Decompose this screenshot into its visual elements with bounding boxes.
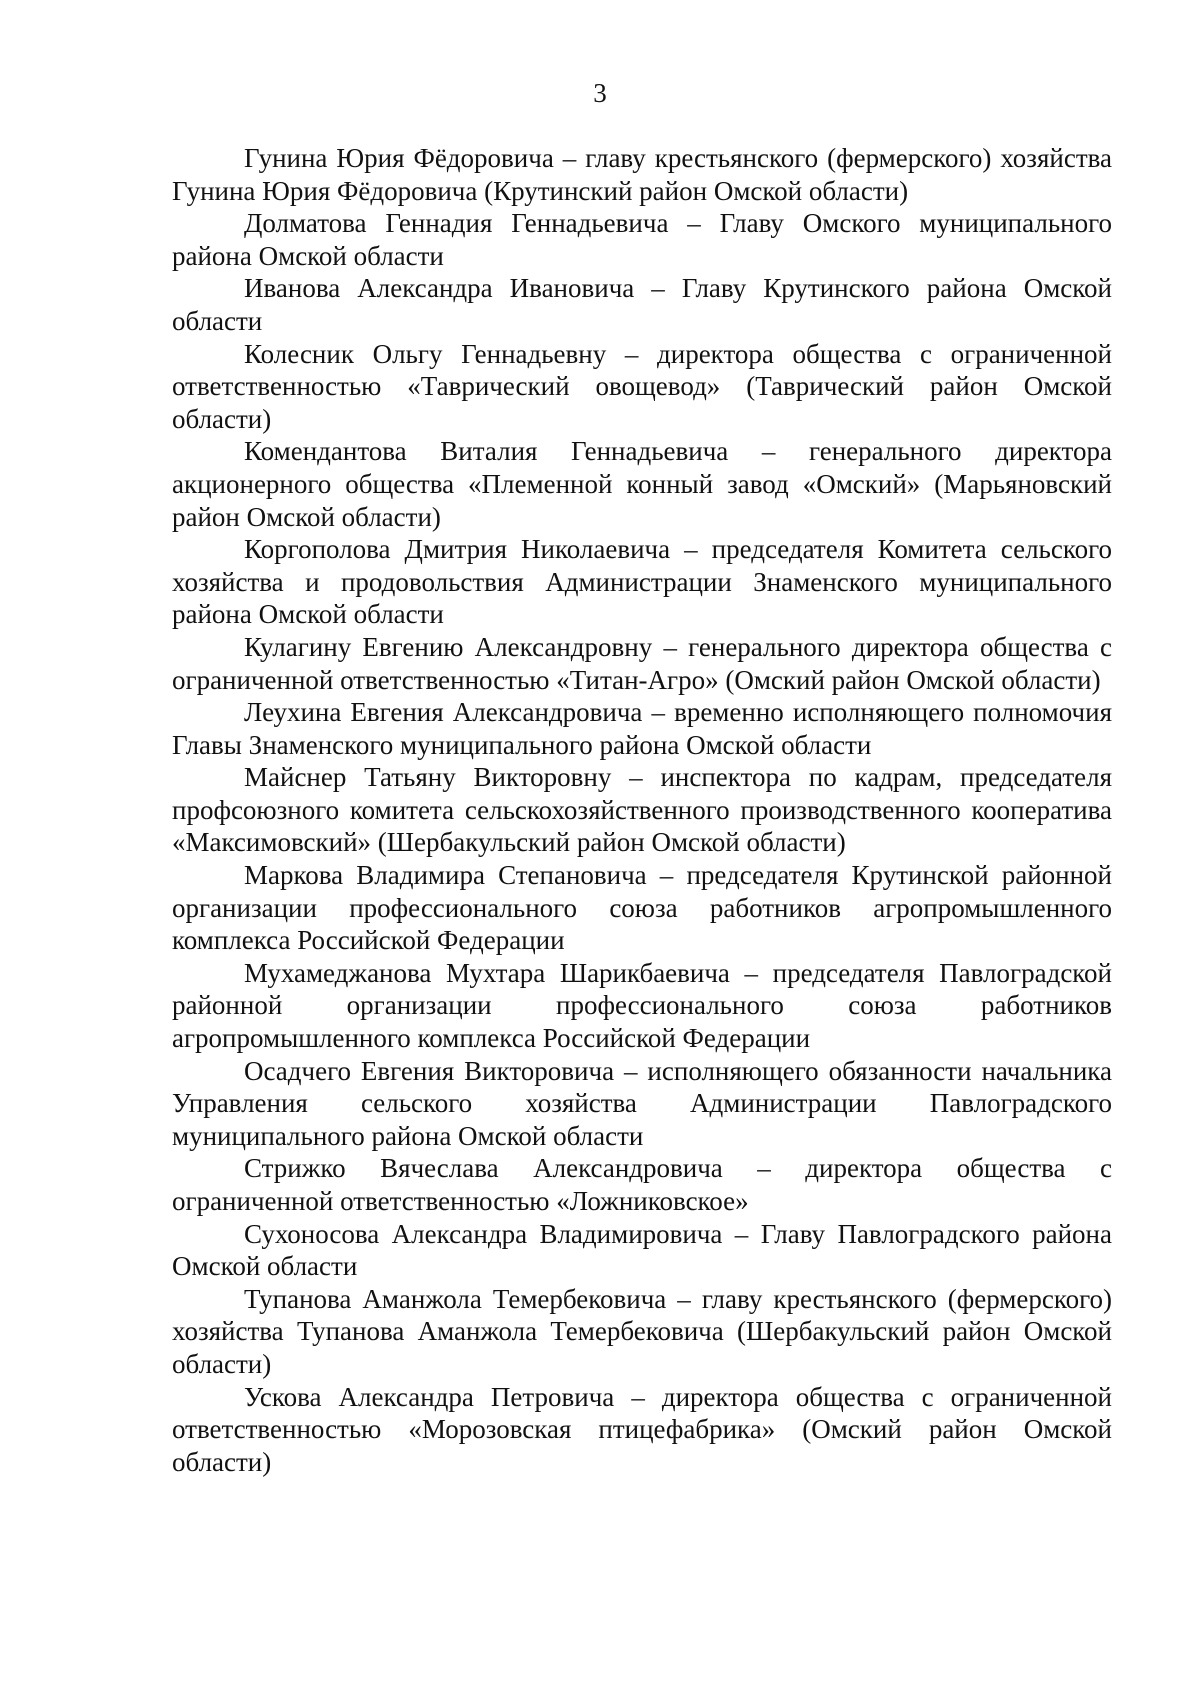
- list-item: Коргополова Дмитрия Николаевича – председателя Комитета сельского хозяйства и продовольствия Администрации Знаменского муниципального района Омской области: [172, 534, 1112, 630]
- list-item: Леухина Евгения Александровича – временно исполняющего полномочия Главы Знаменского муниципального района Омской области: [172, 697, 1112, 760]
- list-item: Стрижко Вячеслава Александровича – директора общества с ограниченной ответственностью «Ложниковское»: [172, 1153, 1112, 1216]
- list-item: Кулагину Евгению Александровну – генерального директора общества с ограниченной ответственностью «Титан-Агро» (Омский район Омской области): [172, 631, 1112, 695]
- list-item: Колесник Ольгу Геннадьевну – директора общества с ограниченной ответственностью «Таврический овощевод» (Таврический район Омской области): [172, 338, 1112, 434]
- list-item: Комендантова Виталия Геннадьевича – генерального директора акционерного общества «Племенной конный завод «Омский» (Марьяновский район Омской области): [172, 436, 1112, 532]
- page-number: 3: [593, 78, 607, 108]
- list-item: Тупанова Аманжола Темербековича – главу крестьянского (фермерского) хозяйства Тупанова Аманжола Темербековича (Шербакульский район Омской области): [172, 1283, 1112, 1379]
- list-item: Гунина Юрия Фёдоровича – главу крестьянского (фермерского) хозяйства Гунина Юрия Фёдоровича (Крутинский район Омской области): [172, 143, 1112, 206]
- list-item: Иванова Александра Ивановича – Главу Крутинского района Омской области: [172, 273, 1112, 336]
- list-item: Мухамеджанова Мухтара Шарикбаевича – председателя Павлоградской районной организации профессионального союза работников агропромышленного комплекса Российской Федерации: [172, 957, 1112, 1054]
- list-item: Осадчего Евгения Викторовича – исполняющего обязанности начальника Управления сельского хозяйства Администрации Павлоградского муниципального района Омской области: [172, 1055, 1112, 1151]
- list-item: Ускова Александра Петровича – директора общества с ограниченной ответственностью «Морозовская птицефабрика» (Омский район Омской области): [172, 1381, 1112, 1477]
- list-item: Майснер Татьяну Викторовну – инспектора по кадрам, председателя профсоюзного комитета сельскохозяйственного производственного кооператива «Максимовский» (Шербакульский район Омской области): [172, 762, 1112, 858]
- list-item: Сухоносова Александра Владимировича – Главу Павлоградского района Омской области: [172, 1218, 1112, 1282]
- list-item: Долматова Геннадия Геннадьевича – Главу Омского муниципального района Омской области: [172, 208, 1112, 271]
- award-list: [172, 142, 1112, 1478]
- list-item: Маркова Владимира Степановича – председателя Крутинской районной организации профессионального союза работников агропромышленного комплекса Российской Федерации: [172, 860, 1112, 956]
